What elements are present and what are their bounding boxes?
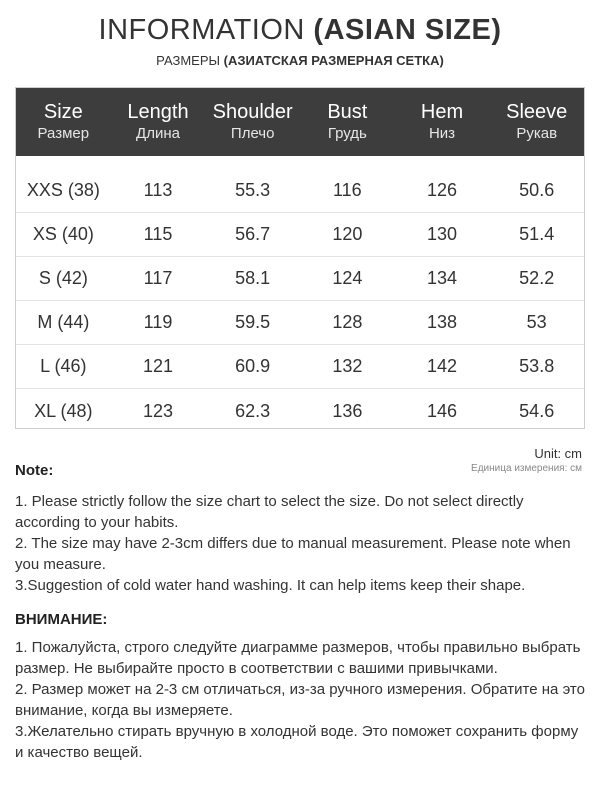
attention-heading: ВНИМАНИЕ: <box>15 611 108 628</box>
note-item: 1. Пожалуйста, строго следуйте диаграмме размеров, чтобы правильно выбрать размер. Не выбирайте просто в соответствии с вашими привычками. <box>15 639 581 677</box>
note-item: 3.Желательно стирать вручную в холодной воде. Это поможет сохранить форму и качество вещей. <box>15 723 579 761</box>
column-header-size <box>16 88 111 156</box>
column-header-ru: Низ <box>428 125 456 142</box>
table-cell: 117 <box>143 268 173 288</box>
note-item: 1. Please strictly follow the size chart to select the size. Do not select directly according to your habits. <box>15 493 524 531</box>
table-cell: 53.8 <box>519 356 555 376</box>
subtitle-light: РАЗМЕРЫ <box>156 53 221 68</box>
column-header-en: Size <box>43 101 83 123</box>
table-cell: 62.3 <box>235 400 271 421</box>
table-cell: XXS (38) <box>26 180 100 200</box>
note-item: 2. Размер может на 2-3 см отличаться, из-за ручного измерения. Обратите на это внимание, когда вы измеряете. <box>15 681 585 719</box>
unit-label <box>471 446 582 474</box>
column-header-bust <box>300 88 395 156</box>
table-cell: 128 <box>332 312 363 332</box>
table-header <box>16 88 584 156</box>
title-bold: (ASIAN SIZE) <box>313 14 502 46</box>
table-cell: XS (40) <box>32 224 94 244</box>
table-cell: 53 <box>526 312 547 332</box>
table-cell: 119 <box>143 312 173 332</box>
size-chart-table <box>15 87 585 429</box>
table-cell: 113 <box>143 180 173 200</box>
table-cell: S (42) <box>38 268 88 288</box>
table-row <box>16 389 584 433</box>
table-cell: 54.6 <box>519 400 555 421</box>
table-cell: 124 <box>332 268 363 288</box>
table-row <box>16 213 584 257</box>
title-light: INFORMATION <box>98 14 305 46</box>
table-cell: 115 <box>143 224 173 244</box>
table-cell: 116 <box>333 180 362 200</box>
column-header-en: Length <box>127 101 189 123</box>
column-header-ru: Размер <box>37 125 90 142</box>
unit-label-ru: Единица измерения: см <box>471 463 582 474</box>
note-list-en <box>15 491 585 596</box>
table-cell: 50.6 <box>519 180 555 200</box>
table-cell: 120 <box>332 224 363 244</box>
column-header-ru: Грудь <box>327 125 367 142</box>
column-header-en: Hem <box>420 101 464 123</box>
table-cell: 123 <box>142 400 174 421</box>
table-cell: 136 <box>332 400 363 421</box>
column-header-sleeve <box>489 88 584 156</box>
column-header-en: Bust <box>327 101 368 123</box>
table-body <box>16 156 584 433</box>
table-row <box>16 301 584 345</box>
table-cell: 58.1 <box>235 268 271 288</box>
column-header-ru: Плечо <box>230 125 275 142</box>
table-cell: 138 <box>427 312 458 332</box>
note-heading: Note: <box>15 462 54 479</box>
table-cell: 142 <box>427 356 458 376</box>
subtitle-bold: (АЗИАТСКАЯ РАЗМЕРНАЯ СЕТКА) <box>223 53 444 68</box>
table-cell: 130 <box>427 224 458 244</box>
table-cell: 126 <box>427 180 458 200</box>
table-cell: 56.7 <box>235 224 271 244</box>
column-header-en: Sleeve <box>506 101 568 123</box>
column-header-shoulder <box>205 88 300 156</box>
column-header-ru: Длина <box>136 125 180 142</box>
table-cell: 52.2 <box>519 268 555 288</box>
column-header-length <box>111 88 206 156</box>
table-cell: 146 <box>427 400 458 421</box>
table-cell: 51.4 <box>519 224 555 244</box>
table-cell: L (46) <box>40 356 87 376</box>
page-subtitle <box>0 53 600 68</box>
table-cell: 134 <box>427 268 458 288</box>
column-header-hem <box>395 88 490 156</box>
note-item: 2. The size may have 2-3cm differs due to manual measurement. Please note when you measure. <box>15 535 571 573</box>
column-header-ru: Рукав <box>516 125 558 142</box>
table-cell: 132 <box>332 356 363 376</box>
note-item: 3.Suggestion of cold water hand washing. It can help items keep their shape. <box>15 577 526 594</box>
table-cell: M (44) <box>37 312 90 332</box>
table-row <box>16 257 584 301</box>
table-cell: 121 <box>142 356 174 376</box>
note-list-ru <box>15 637 585 763</box>
unit-label-en: Unit: cm <box>534 446 582 461</box>
table-cell: 55.3 <box>235 180 271 200</box>
table-cell: 60.9 <box>235 356 271 376</box>
table-cell: XL (48) <box>34 400 93 421</box>
page-title <box>0 14 600 47</box>
table-cell: 59.5 <box>235 312 271 332</box>
table-row <box>16 345 584 389</box>
column-header-en: Shoulder <box>212 101 293 123</box>
table-row <box>16 169 584 213</box>
